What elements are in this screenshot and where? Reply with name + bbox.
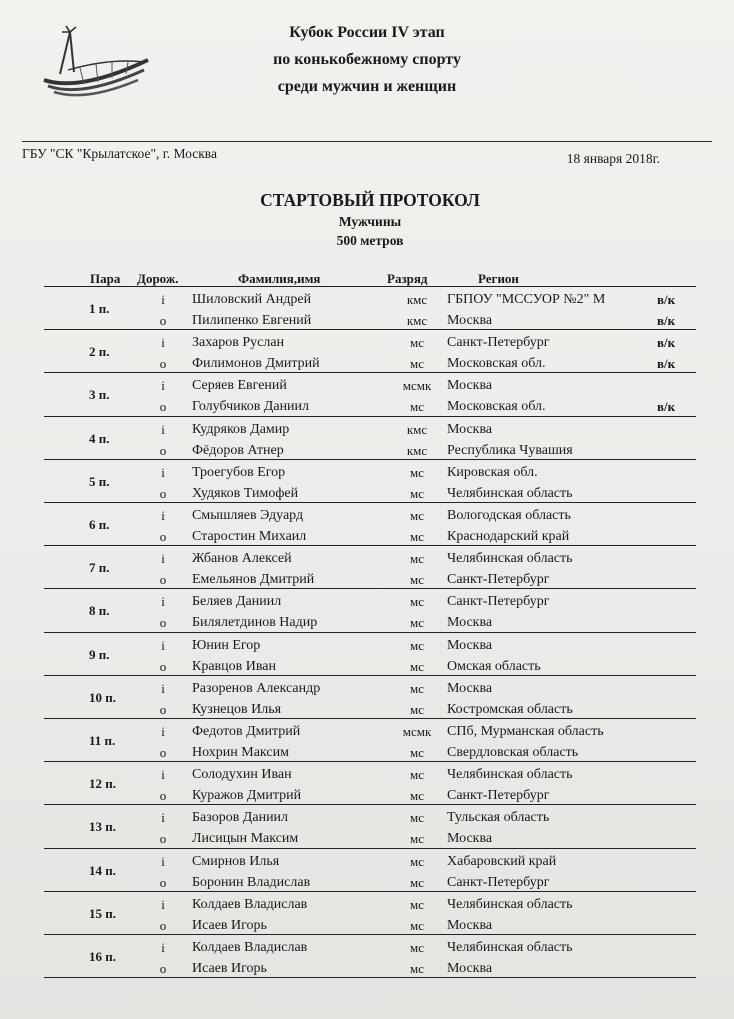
athlete-region: Челябинская область <box>447 551 573 567</box>
athlete-region: Москва <box>447 313 493 328</box>
athlete-name: Юнин Егор <box>192 637 261 653</box>
athlete-name: Нохрин Максим <box>192 745 289 760</box>
pair-number: 10 п. <box>89 689 116 705</box>
athlete-name: Исаев Игорь <box>192 961 267 976</box>
athlete-region: Санкт-Петербург <box>447 572 550 588</box>
pair-number: 9 п. <box>89 646 110 662</box>
cup-title-line-1: Кубок России IV этап <box>289 24 445 41</box>
lane-indicator: i <box>161 810 165 826</box>
athlete-name: Колдаев Владислав <box>192 940 308 955</box>
athlete-name: Фёдоров Атнер <box>192 442 284 458</box>
athlete-region: Челябинская область <box>447 767 573 783</box>
lane-indicator: o <box>159 701 167 717</box>
col-header-rank: Разряд <box>387 271 428 286</box>
athlete-rank: мс <box>410 464 424 480</box>
status-note: в/к <box>657 313 676 328</box>
athlete-rank: мс <box>410 637 424 653</box>
athlete-region: Вологодская область <box>447 508 571 523</box>
col-header-region: Регион <box>478 271 519 286</box>
col-header-lane: Дорож. <box>137 271 179 286</box>
athlete-region: Москва <box>447 680 493 696</box>
athlete-region: Санкт-Петербург <box>447 874 550 890</box>
lane-indicator: i <box>161 767 165 783</box>
pair-row <box>44 934 696 978</box>
athlete-region: Санкт-Петербург <box>447 594 550 610</box>
lane-indicator: i <box>161 464 165 480</box>
lane-indicator: o <box>159 788 167 804</box>
pair-row <box>44 675 696 718</box>
athlete-name: Кравцов Иван <box>192 658 277 674</box>
athlete-region: Москва <box>447 421 493 437</box>
pair-row <box>44 329 696 372</box>
athlete-rank: мс <box>410 399 424 415</box>
pair-number: 2 п. <box>89 344 110 360</box>
status-note: в/к <box>657 356 676 372</box>
athlete-region: Московская обл. <box>447 399 546 415</box>
pair-row <box>44 286 696 329</box>
lane-indicator: o <box>159 745 167 760</box>
pair-row <box>44 632 696 675</box>
athlete-rank: мс <box>410 917 424 933</box>
athlete-rank: мс <box>410 680 424 696</box>
athlete-rank: мс <box>410 529 424 544</box>
athlete-region: СПб, Мурманская область <box>447 724 604 739</box>
pair-number: 4 п. <box>89 430 110 446</box>
athlete-region: Москва <box>447 831 493 847</box>
lane-indicator: i <box>161 896 165 912</box>
lane-indicator: i <box>161 853 165 869</box>
status-note: в/к <box>657 399 676 415</box>
athlete-region: Свердловская область <box>447 745 579 760</box>
athlete-region: Челябинская область <box>447 485 573 501</box>
category: Мужчины <box>338 214 402 229</box>
athlete-rank: мс <box>410 831 424 847</box>
athlete-region: Москва <box>447 637 493 653</box>
pair-number: 13 п. <box>89 819 116 835</box>
athlete-name: Смышляев Эдуард <box>192 508 304 523</box>
athlete-region: Санкт-Петербург <box>447 788 550 804</box>
lane-indicator: i <box>161 335 165 351</box>
lane-indicator: o <box>159 917 167 933</box>
athlete-rank: кмс <box>406 442 428 458</box>
athlete-rank: мс <box>410 594 424 610</box>
pair-number: 1 п. <box>89 301 110 316</box>
athlete-region: Хабаровский край <box>447 853 557 869</box>
athlete-name: Колдаев Владислав <box>192 896 308 912</box>
pair-number: 12 п. <box>89 776 116 792</box>
pair-row <box>44 891 696 934</box>
athlete-name: Пилипенко Евгений <box>192 313 312 328</box>
athlete-name: Федотов Дмитрий <box>192 724 301 739</box>
pair-row <box>44 804 696 847</box>
pair-row <box>44 372 696 415</box>
athlete-rank: кмс <box>406 313 428 328</box>
lane-indicator: i <box>161 940 165 955</box>
athlete-rank: мс <box>410 508 424 523</box>
athlete-name: Беляев Даниил <box>192 594 282 610</box>
athlete-region: Кировская обл. <box>447 464 538 480</box>
athlete-rank: мс <box>410 745 424 760</box>
athlete-name: Лисицын Максим <box>192 831 299 847</box>
pair-row <box>44 848 696 891</box>
athlete-name: Разоренов Александр <box>192 680 321 696</box>
pair-row <box>44 718 696 761</box>
cup-title-line-2: по конькобежному спорту <box>273 51 461 68</box>
athlete-rank: мс <box>410 874 424 890</box>
lane-indicator: i <box>161 378 165 394</box>
athlete-name: Троегубов Егор <box>192 464 286 480</box>
pair-number: 6 п. <box>89 517 110 532</box>
athlete-name: Солодухин Иван <box>192 767 292 783</box>
athlete-name: Жбанов Алексей <box>192 551 292 567</box>
athlete-rank: мс <box>410 767 424 783</box>
protocol-title: СТАРТОВЫЙ ПРОТОКОЛ <box>260 190 480 210</box>
lane-indicator: o <box>159 442 167 458</box>
athlete-name: Шиловский Андрей <box>192 292 312 307</box>
lane-indicator: o <box>159 529 167 544</box>
pair-number: 7 п. <box>89 560 110 576</box>
athlete-rank: мс <box>410 356 424 372</box>
status-note: в/к <box>657 335 676 351</box>
lane-indicator: o <box>159 485 167 501</box>
lane-indicator: o <box>159 313 167 328</box>
athlete-region: Костромская область <box>447 701 573 717</box>
athlete-name: Базоров Даниил <box>192 810 289 826</box>
athlete-rank: мс <box>410 810 424 826</box>
pair-row <box>44 761 696 804</box>
athlete-region: Москва <box>447 961 493 976</box>
athlete-name: Боронин Владислав <box>192 874 311 890</box>
pair-number: 14 п. <box>89 862 116 878</box>
lane-indicator: i <box>161 724 165 739</box>
organization: ГБУ "СК "Крылатское", г. Москва <box>22 146 217 161</box>
athlete-name: Голубчиков Даниил <box>192 399 310 415</box>
lane-indicator: i <box>161 594 165 610</box>
athlete-name: Емельянов Дмитрий <box>192 572 315 588</box>
athlete-region: Краснодарский край <box>447 529 570 544</box>
athlete-rank: кмс <box>406 292 428 307</box>
athlete-region: ГБПОУ "МССУОР №2" М <box>447 292 606 307</box>
athlete-region: Челябинская область <box>447 940 573 955</box>
col-header-name: Фамилия,имя <box>238 271 321 286</box>
distance: 500 метров <box>336 233 404 248</box>
pair-number: 5 п. <box>89 473 110 489</box>
athlete-name: Куражов Дмитрий <box>192 788 302 804</box>
athlete-rank: мс <box>410 701 424 717</box>
event-date: 18 января 2018г. <box>566 151 660 166</box>
athlete-region: Омская область <box>447 658 541 674</box>
lane-indicator: o <box>159 399 167 415</box>
pair-row <box>44 588 696 631</box>
header-divider <box>22 141 712 142</box>
lane-indicator: o <box>159 615 167 631</box>
athlete-name: Серяев Евгений <box>192 378 287 394</box>
athlete-rank: мс <box>410 961 424 976</box>
pair-number: 8 п. <box>89 603 110 619</box>
pair-number: 16 п. <box>89 949 116 964</box>
athlete-region: Тульская область <box>447 810 550 826</box>
athlete-name: Захаров Руслан <box>192 335 285 351</box>
lane-indicator: o <box>159 658 167 674</box>
lane-indicator: i <box>161 680 165 696</box>
lane-indicator: o <box>159 356 167 372</box>
athlete-region: Республика Чувашия <box>447 442 573 458</box>
col-header-pair: Пара <box>90 271 121 286</box>
lane-indicator: i <box>161 637 165 653</box>
athlete-name: Кузнецов Илья <box>192 701 282 717</box>
athlete-rank: мс <box>410 896 424 912</box>
athlete-name: Кудряков Дамир <box>192 421 290 437</box>
lane-indicator: o <box>159 874 167 890</box>
pair-number: 15 п. <box>89 905 116 921</box>
pair-number: 11 п. <box>89 733 116 748</box>
athlete-name: Смирнов Илья <box>192 853 280 869</box>
athlete-region: Москва <box>447 615 493 631</box>
lane-indicator: o <box>159 961 167 976</box>
athlete-rank: мс <box>410 788 424 804</box>
athlete-rank: кмс <box>406 421 428 437</box>
athlete-region: Челябинская область <box>447 896 573 912</box>
pair-row <box>44 545 696 588</box>
athlete-rank: мс <box>410 485 424 501</box>
pair-number: 3 п. <box>89 387 110 403</box>
athlete-rank: мс <box>410 551 424 567</box>
athlete-rank: мс <box>410 853 424 869</box>
athlete-region: Санкт-Петербург <box>447 335 550 351</box>
lane-indicator: i <box>161 551 165 567</box>
athlete-region: Москва <box>447 378 493 394</box>
athlete-rank: мс <box>410 615 424 631</box>
athlete-rank: мсмк <box>402 378 432 394</box>
athlete-name: Худяков Тимофей <box>192 485 299 501</box>
athlete-rank: мс <box>410 572 424 588</box>
athlete-name: Старостин Михаил <box>192 529 307 544</box>
athlete-region: Москва <box>447 917 493 933</box>
athlete-rank: мс <box>410 658 424 674</box>
athlete-region: Московская обл. <box>447 356 546 372</box>
pair-row <box>44 459 696 502</box>
athlete-name: Филимонов Дмитрий <box>192 356 320 372</box>
cup-title-line-3: среди мужчин и женщин <box>277 78 457 95</box>
stadium-logo-icon <box>40 22 152 102</box>
lane-indicator: i <box>161 508 165 523</box>
pair-row <box>44 502 696 545</box>
pair-row <box>44 416 696 459</box>
athlete-name: Исаев Игорь <box>192 917 267 933</box>
lane-indicator: i <box>161 421 165 437</box>
athlete-rank: мсмк <box>402 724 432 739</box>
athlete-rank: мс <box>410 335 424 351</box>
athlete-rank: мс <box>410 940 424 955</box>
status-note: в/к <box>657 292 676 307</box>
lane-indicator: o <box>159 572 167 588</box>
lane-indicator: i <box>161 292 165 307</box>
lane-indicator: o <box>159 831 167 847</box>
athlete-name: Билялетдинов Надир <box>192 615 318 631</box>
